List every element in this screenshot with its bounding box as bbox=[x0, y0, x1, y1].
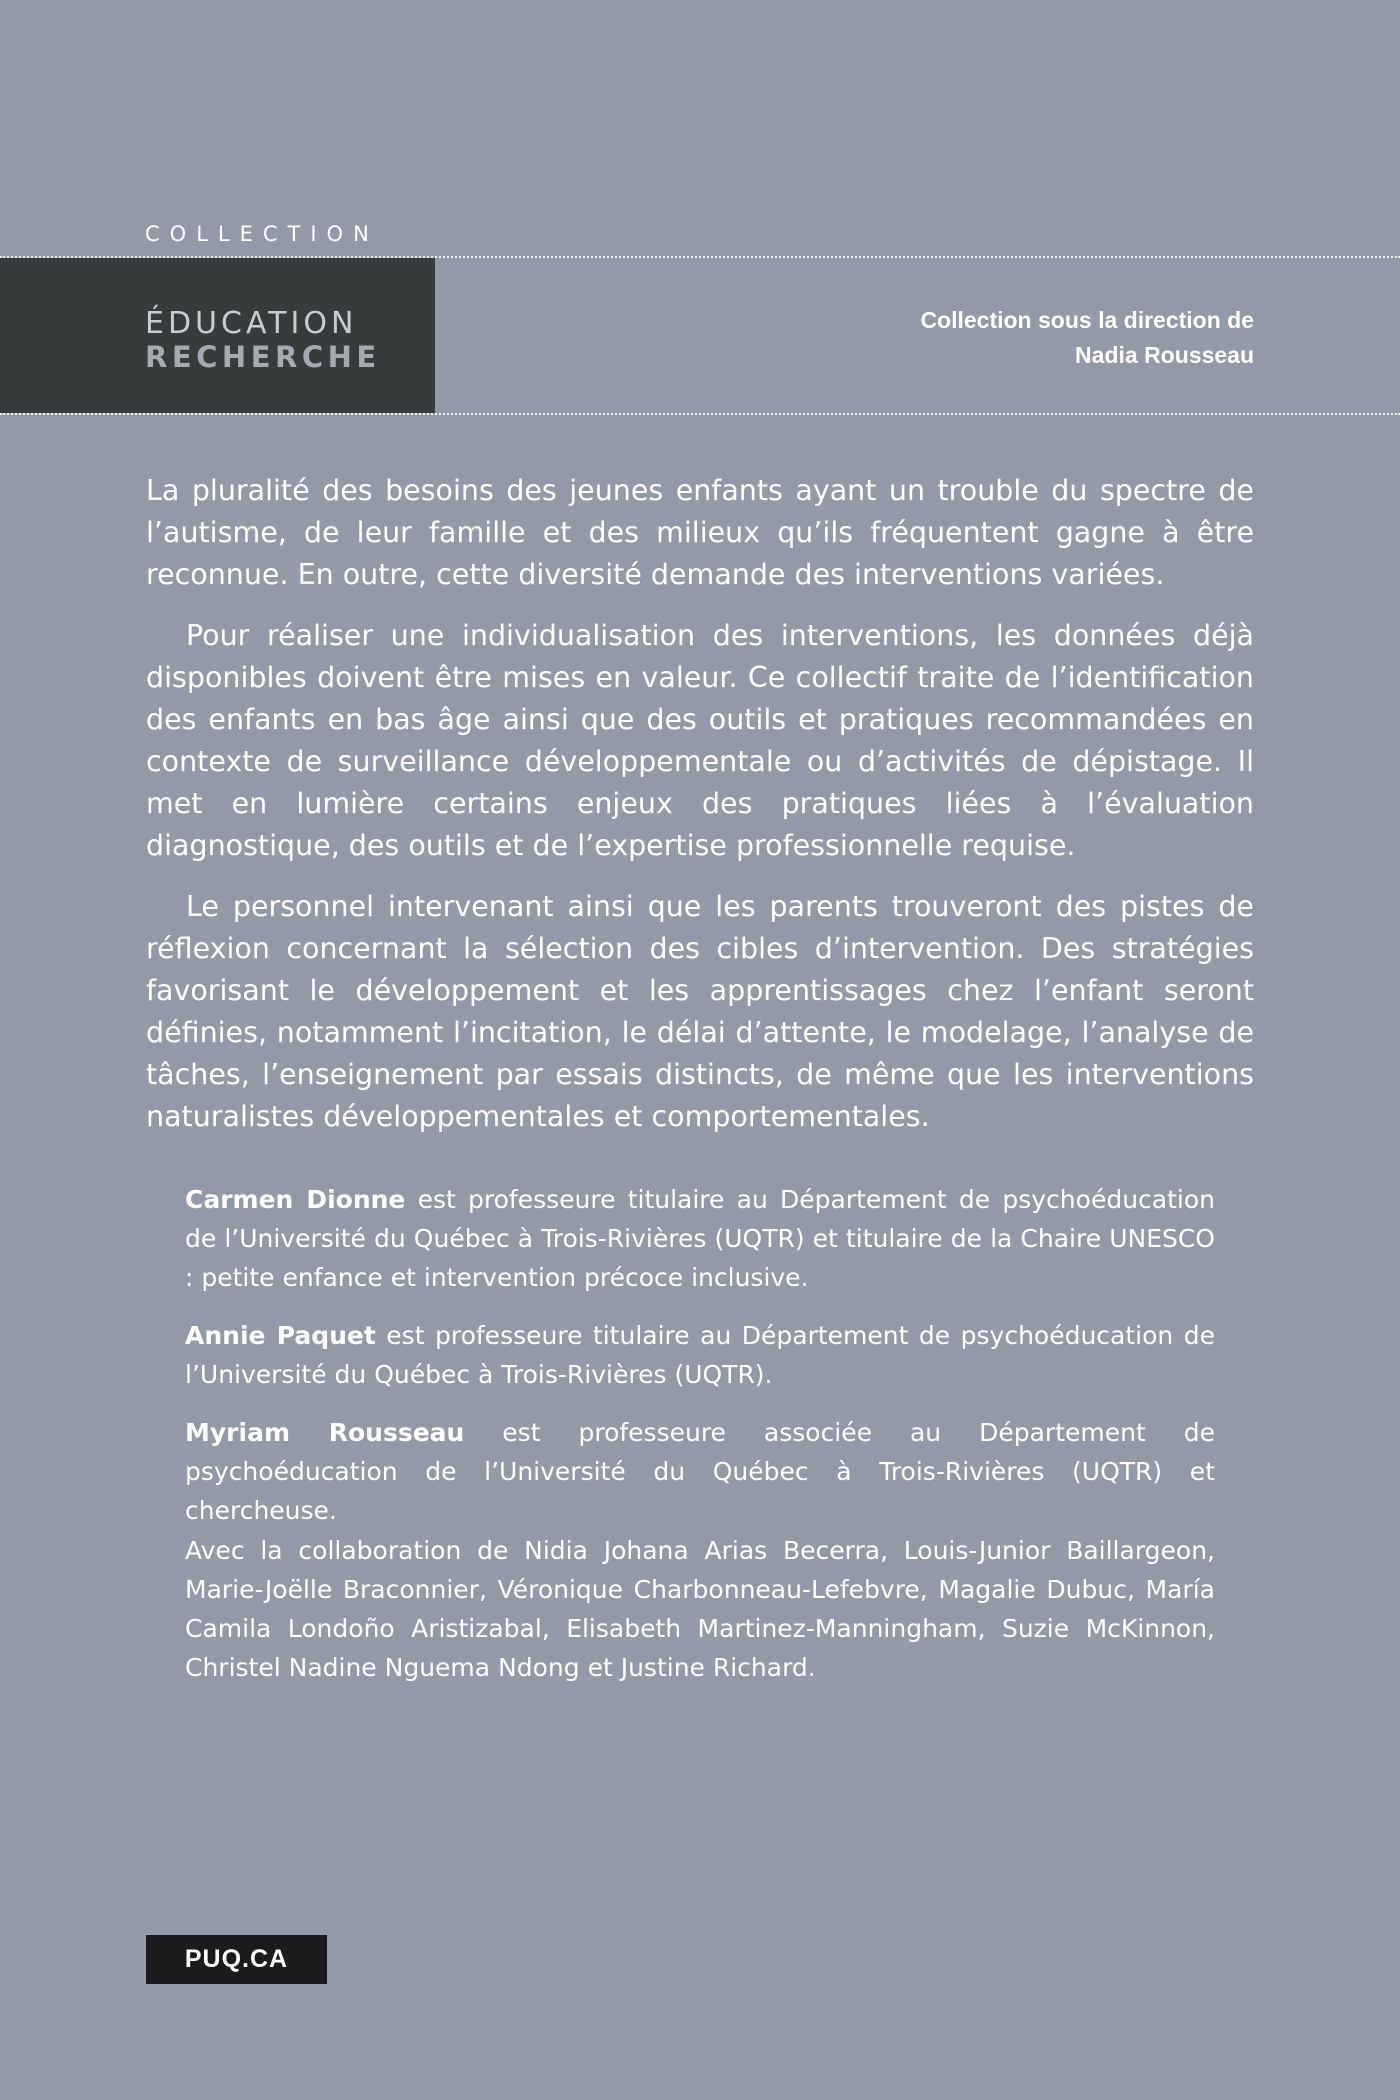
description-paragraph-1: La pluralité des besoins des jeunes enfants ayant un trouble du spectre de l’autisme, de leur famille et des milieux qu’ils fréquentent gagne à être reconnue. En outre, cette diversité demande des interventions variées. bbox=[146, 474, 1254, 591]
author-name: Carmen Dionne bbox=[185, 1185, 406, 1214]
collaborators bbox=[185, 1531, 1215, 1687]
series-logo-block bbox=[0, 258, 435, 413]
direction-editor: Nadia Rousseau bbox=[1075, 342, 1254, 368]
author-bio bbox=[185, 1316, 1215, 1394]
author-name: Myriam Rousseau bbox=[185, 1418, 465, 1447]
direction-line1: Collection sous la direction de bbox=[920, 307, 1254, 333]
series-logo-line2: RECHERCHE bbox=[145, 340, 381, 374]
book-description bbox=[146, 470, 1254, 1157]
series-logo-line1: ÉDUCATION bbox=[145, 306, 358, 341]
author-bio-text: est professeure associée au Département de psychoéducation de l’Université du Québec à Trois-Rivières (UQTR) et chercheuse. bbox=[185, 1418, 1215, 1525]
collection-direction bbox=[920, 303, 1254, 373]
author-bio bbox=[185, 1413, 1215, 1530]
collaborators-text: Avec la collaboration de Nidia Johana Arias Becerra, Louis-Junior Baillargeon, Marie-Joëlle Braconnier, Véronique Charbonneau-Lefebvre, Magalie Dubuc, María Camila Londoño Aristizabal, Elisabeth Martinez-Manningham, Suzie McKinnon, Christel Nadine Nguema Ndong et Justine Richard. bbox=[185, 1536, 1215, 1682]
description-paragraph-3: Le personnel intervenant ainsi que les parents trouveront des pistes de réflexion concernant la sélection des cibles d’intervention. Des stratégies favorisant le développement et les apprentissages chez l’enfant seront définies, notamment l’incitation, le délai d’attente, le modelage, l’analyse de tâches, l’enseignement par essais distincts, de même que les interventions naturalistes développementales et comportementales. bbox=[146, 890, 1254, 1133]
author-name: Annie Paquet bbox=[185, 1321, 376, 1350]
description-paragraph-2: Pour réaliser une individualisation des interventions, les données déjà disponibles doivent être mises en valeur. Ce collectif traite de l’identification des enfants en bas âge ainsi que des outils et pratiques recommandées en contexte de surveillance développementale ou d’activités de dépistage. Il met en lumière certains enjeux des pratiques liées à l’évaluation diagnostique, des outils et de l’expertise professionnelle requise. bbox=[146, 619, 1254, 862]
publisher-link[interactable]: PUQ.CA bbox=[146, 1935, 327, 1984]
author-bio-text: est professeure titulaire au Département de psychoéducation de l’Université du Québec à Trois-Rivières (UQTR). bbox=[185, 1321, 1215, 1389]
collection-label: COLLECTION bbox=[145, 222, 379, 246]
author-bio bbox=[185, 1180, 1215, 1297]
divider-bottom bbox=[0, 413, 1400, 415]
author-bios bbox=[185, 1180, 1215, 1549]
author-bio-text: est professeure titulaire au Département de psychoéducation de l’Université du Québec à Trois-Rivières (UQTR) et titulaire de la Chaire UNESCO : petite enfance et intervention précoce inclusive. bbox=[185, 1185, 1215, 1292]
